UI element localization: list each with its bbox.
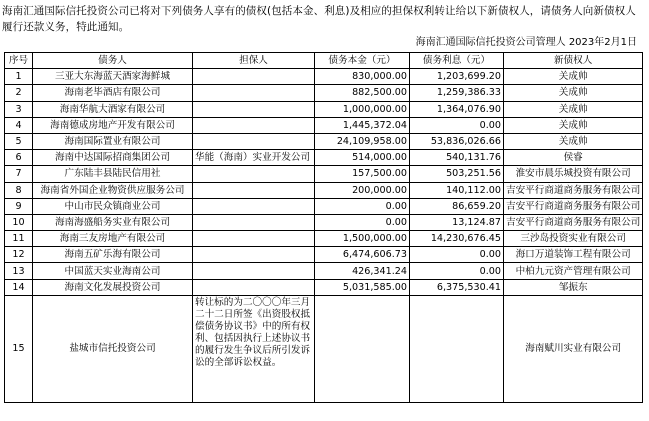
cell-guarantor [193,214,315,230]
cell-new-creditor: 淮安市晨乐城投资有限公司 [504,166,643,182]
cell-new-creditor: 海口万道装饰工程有限公司 [504,247,643,263]
cell-new-creditor: 关成帅 [504,69,643,85]
cell-guarantor [193,166,315,182]
cell-new-creditor: 关成帅 [504,133,643,149]
cell-guarantor [193,182,315,198]
cell-principal: 1,500,000.00 [315,231,410,247]
cell-new-creditor: 邹振东 [504,279,643,295]
cell-debtor: 中国蓝天实业海南公司 [33,263,193,279]
table-row [5,263,643,279]
table-row [5,198,643,214]
table-row [5,101,643,117]
cell-interest [410,295,504,402]
cell-debtor: 海南华航大酒家有限公司 [33,101,193,117]
cell-debtor: 海南三友房地产有限公司 [33,231,193,247]
cell-principal: 1,000,000.00 [315,101,410,117]
cell-guarantor [193,198,315,214]
cell-interest: 1,259,386.33 [410,85,504,101]
cell-principal: 0.00 [315,198,410,214]
cell-interest: 6,375,530.41 [410,279,504,295]
cell-principal: 0.00 [315,214,410,230]
cell-no: 3 [5,101,33,117]
cell-principal: 830,000.00 [315,69,410,85]
cell-principal: 514,000.00 [315,150,410,166]
cell-guarantor-transfer-note: 转让标的为二〇〇〇年三月二十二日所签《出资股权抵偿债务协议书》中的所有权利、包括因执行上述协议书的履行发生争议后所引发诉讼的全部诉讼权益。 [193,295,315,402]
table-row [5,150,643,166]
cell-new-creditor: 海南赋川实业有限公司 [504,295,643,402]
cell-principal: 5,031,585.00 [315,279,410,295]
cell-no: 2 [5,85,33,101]
table-row [5,166,643,182]
table-row [5,133,643,149]
header-interest: 债务利息（元） [410,53,504,69]
table-row [5,85,643,101]
cell-debtor: 海南五矿乐海有限公司 [33,247,193,263]
cell-principal: 157,500.00 [315,166,410,182]
cell-guarantor [193,133,315,149]
cell-interest: 53,836,026.66 [410,133,504,149]
cell-no: 8 [5,182,33,198]
cell-no: 4 [5,117,33,133]
header-no: 序号 [5,53,33,69]
cell-new-creditor: 三沙岛投资实业有限公司 [504,231,643,247]
table-header-row [5,53,643,69]
cell-no: 13 [5,263,33,279]
cell-no: 9 [5,198,33,214]
table-row [5,279,643,295]
cell-new-creditor: 关成帅 [504,117,643,133]
cell-guarantor: 华能（海南）实业开发公司 [193,150,315,166]
cell-no: 10 [5,214,33,230]
cell-new-creditor: 吉安平行商道商务服务有限公司 [504,198,643,214]
cell-new-creditor: 吉安平行商道商务服务有限公司 [504,214,643,230]
cell-debtor: 海南文化发展投资公司 [33,279,193,295]
cell-guarantor [193,263,315,279]
cell-new-creditor: 中柏九元资产管理有限公司 [504,263,643,279]
cell-debtor: 海南德成房地产开发有限公司 [33,117,193,133]
cell-no: 5 [5,133,33,149]
cell-no: 14 [5,279,33,295]
cell-no: 7 [5,166,33,182]
cell-debtor: 广东陆丰县陆民信用社 [33,166,193,182]
table-row [5,182,643,198]
header-principal: 债务本金（元） [315,53,410,69]
table-row [5,117,643,133]
cell-interest: 0.00 [410,263,504,279]
transfer-notice-text: 海南汇通国际信托投资公司已将对下列债务人享有的债权(包括本金、利息)及相应的担保权利转让给以下新债权人，请债务人向新债权人履行还款义务，特此通知。 [2,5,636,33]
cell-debtor: 海南省外国企业物资供应服务公司 [33,182,193,198]
cell-debtor: 海南中达国际招商集团公司 [33,150,193,166]
cell-new-creditor: 侯睿 [504,150,643,166]
cell-interest: 1,203,699.20 [410,69,504,85]
table-row [5,231,643,247]
cell-debtor: 海南国际置业有限公司 [33,133,193,149]
cell-principal: 24,109,958.00 [315,133,410,149]
cell-interest: 503,251.56 [410,166,504,182]
cell-interest: 140,112.00 [410,182,504,198]
cell-debtor: 海南老毕酒店有限公司 [33,85,193,101]
table-row [5,69,643,85]
header-guarantor: 担保人 [193,53,315,69]
cell-new-creditor: 关成帅 [504,85,643,101]
cell-interest: 86,659.20 [410,198,504,214]
cell-guarantor [193,69,315,85]
cell-debtor: 中山市民众镇商业公司 [33,198,193,214]
debt-transfer-table [4,52,643,403]
cell-interest: 13,124.87 [410,214,504,230]
table-row [5,214,643,230]
cell-no: 11 [5,231,33,247]
cell-debtor: 海南海盛船务实业有限公司 [33,214,193,230]
cell-guarantor [193,279,315,295]
cell-guarantor [193,117,315,133]
table-row [5,295,643,402]
cell-debtor: 三亚大东海蓝天酒家海鲜城 [33,69,193,85]
cell-guarantor [193,247,315,263]
cell-no: 15 [5,295,33,402]
cell-new-creditor: 关成帅 [504,101,643,117]
cell-principal: 426,341.24 [315,263,410,279]
cell-interest: 0.00 [410,117,504,133]
table-row [5,247,643,263]
cell-principal: 882,500.00 [315,85,410,101]
cell-interest: 14,230,676.45 [410,231,504,247]
cell-principal: 200,000.00 [315,182,410,198]
cell-interest: 540,131.76 [410,150,504,166]
cell-guarantor [193,101,315,117]
cell-interest: 0.00 [410,247,504,263]
cell-principal [315,295,410,402]
cell-principal: 6,474,606.73 [315,247,410,263]
cell-no: 1 [5,69,33,85]
header-debtor: 债务人 [33,53,193,69]
cell-no: 12 [5,247,33,263]
notice-signature: 海南汇通国际信托投资公司管理人 2023年2月1日 [415,37,637,48]
cell-guarantor [193,85,315,101]
cell-no: 6 [5,150,33,166]
cell-guarantor [193,231,315,247]
cell-interest: 1,364,076.90 [410,101,504,117]
cell-new-creditor: 吉安平行商道商务服务有限公司 [504,182,643,198]
cell-debtor: 盐城市信托投资公司 [33,295,193,402]
cell-principal: 1,445,372.04 [315,117,410,133]
header-new-creditor: 新债权人 [504,53,643,69]
